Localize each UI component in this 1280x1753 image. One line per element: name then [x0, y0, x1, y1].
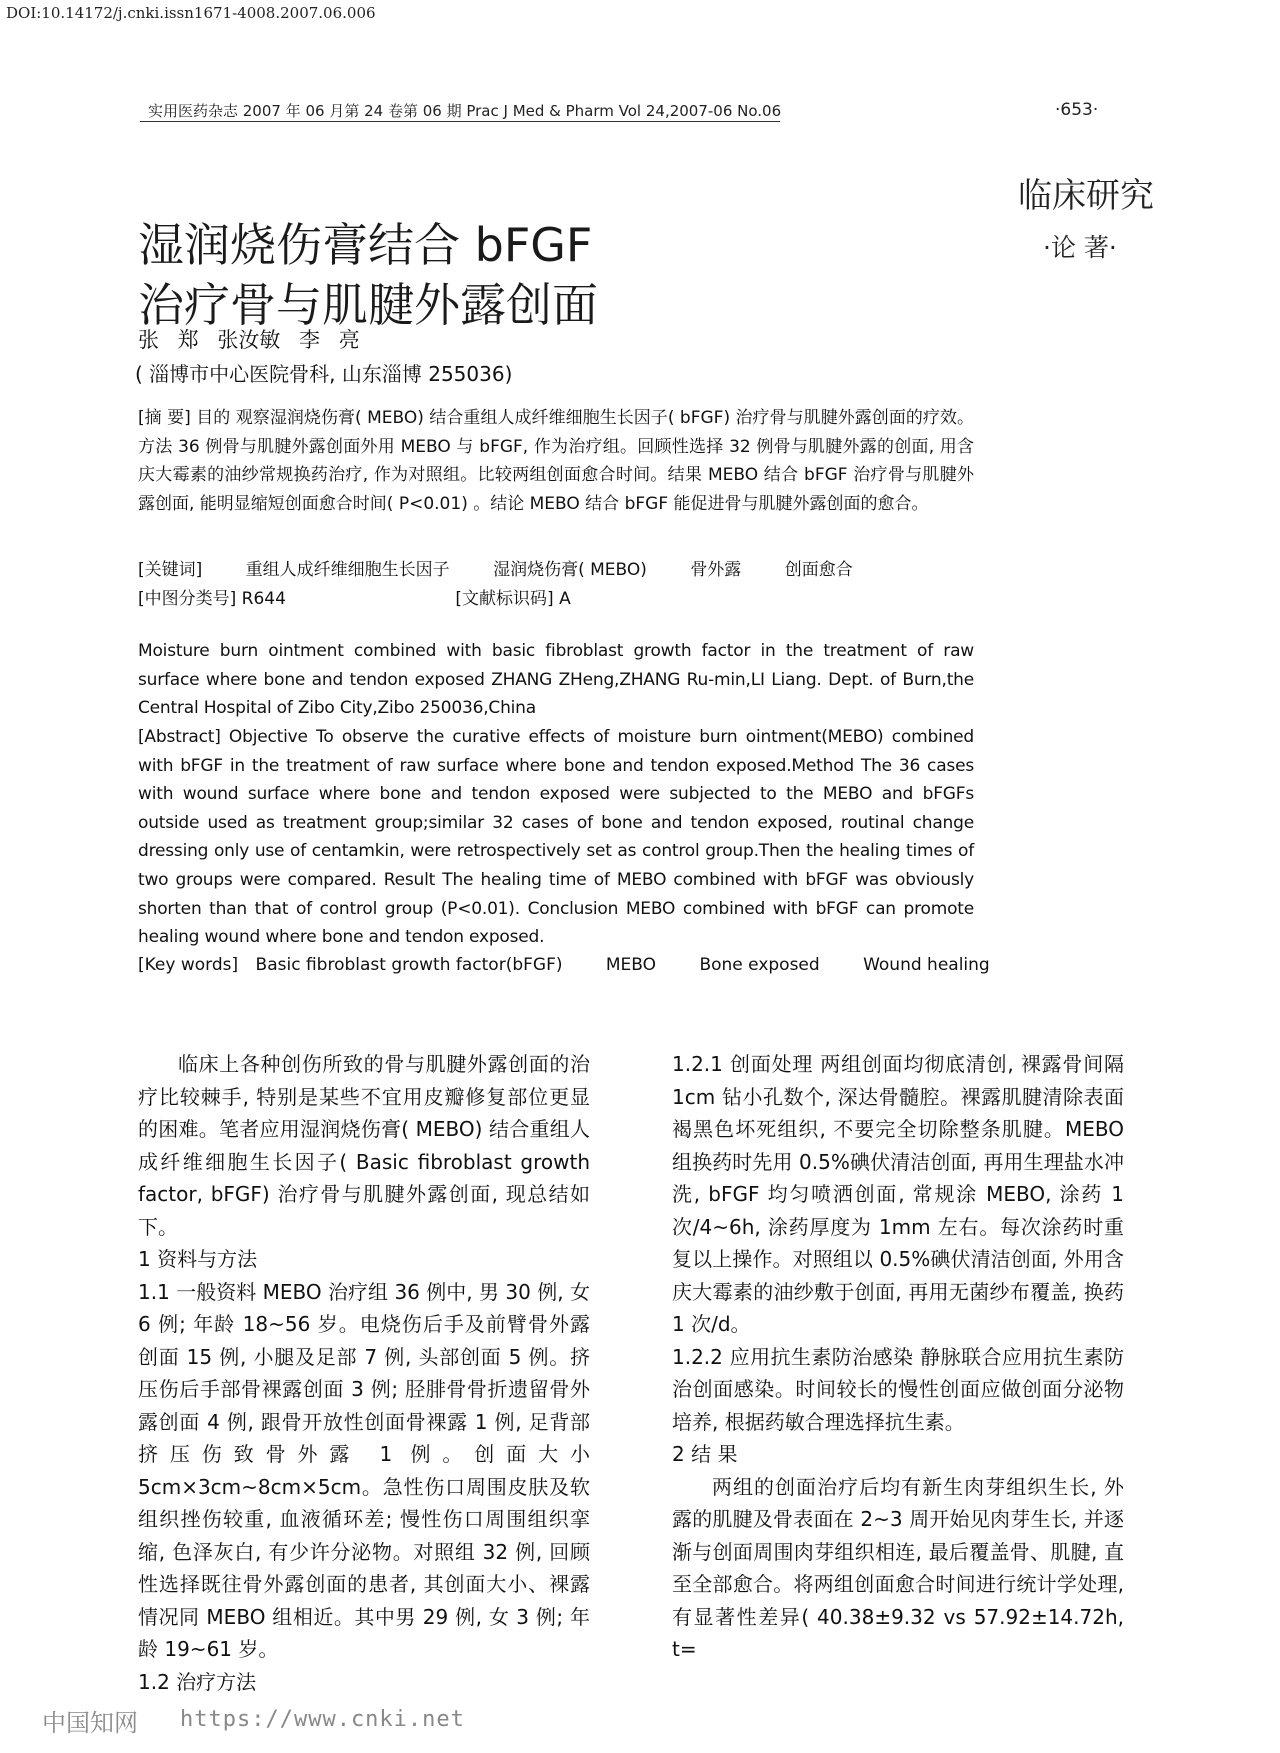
- results-paragraph: 两组的创面治疗后均有新生肉芽组织生长, 外露的肌腱及骨表面在 2~3 周开始见肉芽生长, 并逐渐与创面周围肉芽组织相连, 最后覆盖骨、肌腱, 直至全部愈合。将两组创面愈合时间进行统计学处理, 有显著性差异( 40.38±9.32 vs 57.92±14.72h, t=: [672, 1474, 1124, 1661]
- keywords-label: [关键词]: [138, 560, 203, 580]
- abstract-english: [Abstract] Objective To observe the curative effects of moisture burn ointment(MEBO) combined with bFGF in the treatment of raw surface where bone and tendon exposed.Method The 36 cases with wound surface where bone and tendon exposed were subjected to the MEBO and bFGFs outside used as treatment group;similar 32 cases of bone and tendon exposed, routinal change dressing only use of centamkin, were retrospectively set as control group.Then the healing times of two groups were compared. Result The healing time of MEBO combined with bFGF was obviously shorten than that of control group (P<0.01). Conclusion MEBO combined with bFGF can promote healing wound where bone and tendon exposed.: [138, 727, 974, 948]
- cnki-url[interactable]: https://www.cnki.net: [180, 1707, 465, 1732]
- subsection-heading-1-2: 1.2 治疗方法: [138, 1669, 257, 1694]
- keyword: Basic fibroblast growth factor(bFGF): [255, 955, 563, 975]
- cnki-logo-text: 中国知网: [42, 1709, 138, 1737]
- authors: 张 郑 张汝敏 李 亮: [138, 328, 360, 352]
- keyword: Bone exposed: [699, 955, 820, 975]
- article-title: [138, 215, 598, 335]
- abstract-chinese: [摘 要] 目的 观察湿润烧伤膏( MEBO) 结合重组人成纤维细胞生长因子( bFGF) 治疗骨与肌腱外露创面的疗效。方法 36 例骨与肌腱外露创面外用 MEBO 与 bFGF, 作为治疗组。回顾性选择 32 例骨与肌腱外露的创面, 用含庆大霉素的油纱常规换药治疗, 作为对照组。比较两组创面愈合时间。结果 MEBO 结合 bFGF 治疗骨与肌腱外露创面, 能明显缩短创面愈合时间( P<0.01) 。结论 MEBO 结合 bFGF 能促进骨与肌腱外露创面的愈合。: [138, 408, 974, 514]
- keyword: 湿润烧伤膏( MEBO): [493, 560, 647, 580]
- paragraph-1-1: 1.1 一般资料 MEBO 治疗组 36 例中, 男 30 例, 女 6 例; 年龄 18~56 岁。电烧伤后手及前臂骨外露创面 15 例, 小腿及足部 7 例, 头部创面 5 例。挤压伤后手部骨裸露创面 3 例; 胫腓骨骨折遗留骨外露创面 4 例, 跟骨开放性创面骨裸露 1 例, 足背部挤压伤致骨外露 1 例。创面大小 5cm×3cm~8cm×5cm。急性伤口周围皮肤及软组织挫伤较重, 血液循环差; 慢性伤口周围组织挛缩, 色泽灰白, 有少许分泌物。对照组 32 例, 回顾性选择既往骨外露创面的患者, 其创面大小、裸露情况同 MEBO 组相近。其中男 29 例, 女 3 例; 年龄 19~61 岁。: [138, 1279, 590, 1661]
- keywords-label: [Key words]: [138, 955, 239, 975]
- intro-paragraph: 临床上各种创伤所致的骨与肌腱外露创面的治疗比较棘手, 特别是某些不宜用皮瓣修复部位更显的困难。笔者应用湿润烧伤膏( MEBO) 结合重组人成纤维细胞生长因子( Basic fibroblast growth factor, bFGF) 治疗骨与肌腱外露创面, 现总结如下。: [138, 1052, 590, 1239]
- journal-header: 实用医药杂志 2007 年 06 月第 24 卷第 06 期 Prac J Med & Pharm Vol 24,2007-06 No.06: [148, 102, 782, 120]
- affiliation: ( 淄博市中心医院骨科, 山东淄博 255036): [135, 362, 513, 386]
- page-number: ·653·: [1055, 100, 1099, 120]
- paragraph-1-2-2: 1.2.2 应用抗生素防治感染 静脉联合应用抗生素防治创面感染。时间较长的慢性创面应做创面分泌物培养, 根据药敏合理选择抗生素。: [672, 1344, 1124, 1434]
- header-rule: [140, 121, 780, 122]
- keyword: 骨外露: [690, 560, 742, 580]
- clc-code: [中图分类号] R644: [138, 589, 286, 609]
- doi-line: DOI:10.14172/j.cnki.issn1671-4008.2007.06.006: [6, 4, 376, 22]
- keyword: MEBO: [605, 955, 657, 975]
- section-heading-1: 1 资料与方法: [138, 1247, 258, 1271]
- paragraph-1-2-1: 1.2.1 创面处理 两组创面均彻底清创, 裸露骨间隔 1cm 钻小孔数个, 深达骨髓腔。裸露肌腱清除表面褐黑色坏死组织, 不要完全切除整条肌腱。MEBO 组换药时先用 0.5%碘伏清洁创面, 再用生理盐水冲洗, bFGF 均匀喷洒创面, 常规涂 MEBO, 涂药 1 次/4~6h, 涂药厚度为 1mm 左右。每次涂药时重复以上操作。对照组以 0.5%碘伏清洁创面, 外用含庆大霉素的油纱敷于创面, 再用无菌纱布覆盖, 换药 1 次/d。: [672, 1052, 1124, 1336]
- keywords-english: [138, 955, 1028, 975]
- keywords-chinese: [138, 555, 891, 580]
- body-column-left: [138, 1048, 590, 1698]
- english-title-block: Moisture burn ointment combined with basic fibroblast growth factor in the treatment of raw surface where bone and tendon exposed ZHANG ZHeng,ZHANG Ru-min,LI Liang. Dept. of Burn,the Central Hospital of Zibo City,Zibo 250036,China: [138, 641, 974, 719]
- keyword: 创面愈合: [784, 560, 853, 580]
- body-column-right: [672, 1048, 1124, 1666]
- document-code: [文献标识码] A: [455, 589, 571, 609]
- title-line-2: 治疗骨与肌腱外露创面: [138, 278, 598, 332]
- classification-codes: [138, 584, 609, 609]
- keyword: 重组人成纤维细胞生长因子: [245, 560, 450, 580]
- section-heading: 临床研究: [1018, 176, 1154, 216]
- section-heading-2: 2 结 果: [672, 1442, 738, 1466]
- keyword: Wound healing: [863, 955, 990, 975]
- article-category: ·论 著·: [1043, 233, 1117, 262]
- title-line-1: 湿润烧伤膏结合 bFGF: [138, 218, 593, 272]
